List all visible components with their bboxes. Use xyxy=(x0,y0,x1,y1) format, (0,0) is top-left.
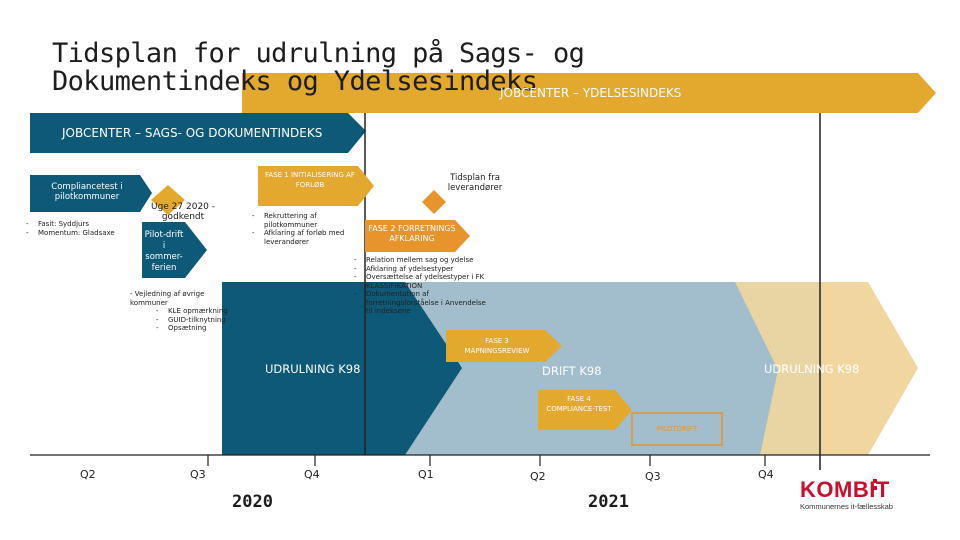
vejledning-block: - Vejledning af øvrige kommuner - KLE opmærkning - GUID-tilknytning - Opsætning xyxy=(120,290,230,333)
udrulning2-label: UDRULNING K98 xyxy=(764,362,860,376)
fase4-label: FASE 4 COMPLIANCE-TEST xyxy=(546,395,612,413)
fase1-bullets xyxy=(248,212,370,246)
fase1-bullet: - Afklaring af forløb med leverandører xyxy=(258,229,370,246)
vejledning-item: - KLE opmærkning xyxy=(162,307,230,316)
fase2-bullet: - Afklaring af ydelsestyper xyxy=(360,265,488,274)
uge-label: Uge 27 2020 - godkendt xyxy=(150,202,216,222)
fase2-label: FASE 2 FORRETNINGS AFKLARING xyxy=(368,224,456,243)
fase2-bullet: - Relation mellem sag og ydelse xyxy=(360,256,488,265)
compliance-bullet: - Fasit: Syddjurs xyxy=(32,220,132,229)
tidsplan-label: Tidsplan fra leverandører xyxy=(447,173,503,193)
fase3-label: FASE 3 MAPNINGSREVIEW xyxy=(464,337,530,355)
quarter-label: Q2 xyxy=(80,468,96,481)
quarter-label: Q4 xyxy=(758,468,774,481)
compliance-bullets xyxy=(22,220,132,237)
quarter-label: Q4 xyxy=(304,468,320,481)
vejledning-intro: Vejledning af øvrige kommuner xyxy=(130,290,205,307)
quarter-label: Q3 xyxy=(190,468,206,481)
fase2-bullet: - Dokumentation af forretningsforståelse i Anvendelse til indeksene xyxy=(360,290,488,316)
quarter-label: Q3 xyxy=(645,470,661,483)
page-title: Tidsplan for udrulning på Sags- og Dokumentindeks og Ydelsesindeks xyxy=(52,38,585,97)
fase2-bullet: - Oversættelse af ydelsestyper i FK KLASSIFIKATION xyxy=(360,273,488,290)
compliance-bullet: - Momentum: Gladsaxe xyxy=(32,229,132,238)
quarter-label: Q2 xyxy=(530,470,546,483)
tidsplan-diamond xyxy=(422,190,446,214)
vejledning-item: - Opsætning xyxy=(162,324,230,333)
year-label-2021: 2021 xyxy=(588,492,629,512)
pilotdrift-box-label: PILOTDRIFT xyxy=(656,425,698,433)
kombit-logo-name: KOMBIT xyxy=(800,477,890,502)
ydelsesindeks-banner-label: JOBCENTER – YDELSESINDEKS xyxy=(500,86,682,100)
fase2-bullets xyxy=(350,256,488,316)
pilotdrift-label: Pilot-drift i sommer-ferien xyxy=(144,230,184,273)
quarter-label: Q1 xyxy=(418,468,434,481)
drift-label: DRIFT K98 xyxy=(542,364,602,378)
fase1-bullet: - Rekruttering af pilotkommuner xyxy=(258,212,370,229)
vejledning-item: - GUID-tilknytning xyxy=(162,316,230,325)
kombit-logo-tagline: Kommunernes it-fællesskab xyxy=(800,502,893,511)
compliance-label: Compliancetest i pilotkommuner xyxy=(51,182,123,202)
year-label-2020: 2020 xyxy=(232,492,273,512)
fase1-label: FASE 1 INITIALISERING AF FORLØB xyxy=(265,171,355,189)
udrulning1-label: UDRULNING K98 xyxy=(265,362,361,376)
kombit-logo xyxy=(800,478,930,511)
sags-dok-banner-label: JOBCENTER – SAGS- OG DOKUMENTINDEKS xyxy=(62,126,323,140)
